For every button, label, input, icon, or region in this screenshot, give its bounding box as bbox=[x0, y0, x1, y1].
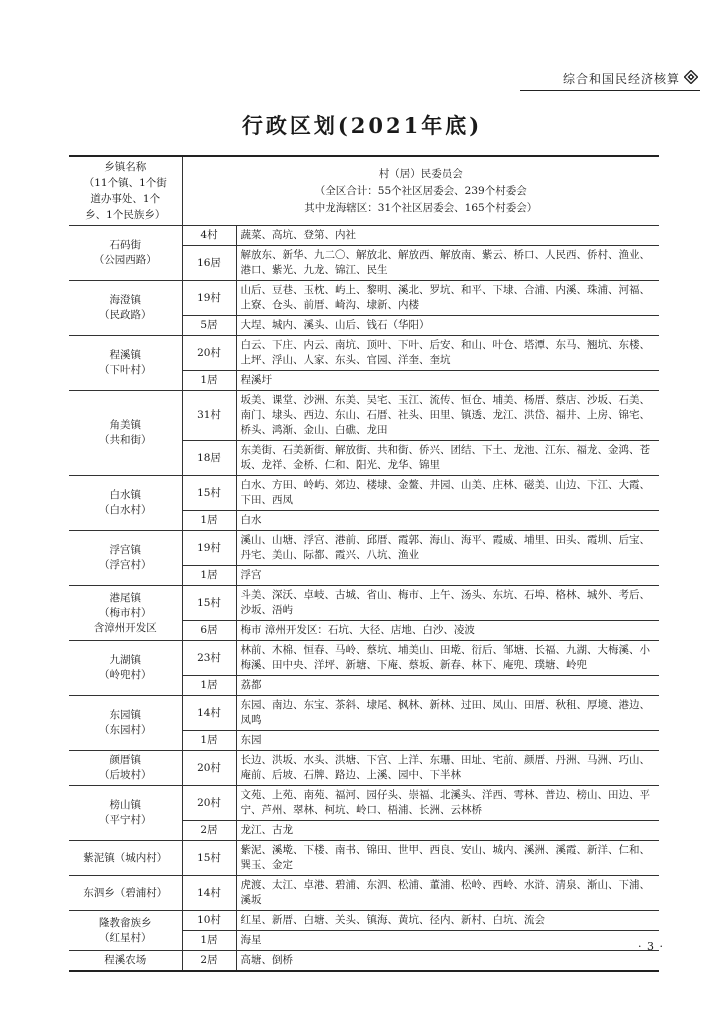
town-cell bbox=[69, 751, 182, 786]
header-town-line: （11个镇、1个街 bbox=[83, 177, 167, 189]
town-cell bbox=[69, 226, 182, 281]
town-cell bbox=[69, 911, 182, 951]
table-row bbox=[69, 391, 659, 441]
committee-count: 1居 bbox=[182, 566, 236, 586]
committee-list: 林前、木棉、恒春、马岭、蔡坑、埔美山、田墘、衍后、邹塘、长福、九湖、大梅溪、小梅溪、田中央、洋坪、新塘、下庵、蔡坂、新春、林下、庵兜、璞塘、岭兜 bbox=[236, 641, 659, 676]
committee-list: 山后、豆巷、玉枕、屿上、黎明、溪北、罗坑、和平、下埭、合浦、内溪、珠浦、河福、上寮、仓头、前厝、崎沟、埭新、内楼 bbox=[236, 281, 659, 316]
committee-count: 2居 bbox=[182, 951, 236, 972]
town-name: 海澄镇 bbox=[109, 294, 141, 306]
committee-list: 白水 bbox=[236, 511, 659, 531]
committee-list: 荔都 bbox=[236, 676, 659, 696]
committee-count: 1居 bbox=[182, 676, 236, 696]
committee-count: 1居 bbox=[182, 511, 236, 531]
table-row bbox=[69, 641, 659, 676]
committee-list: 龙江、古龙 bbox=[236, 821, 659, 841]
header-town-line: 道办事处、1个 bbox=[90, 193, 161, 205]
committee-list: 白云、下庄、内云、南坑、顶叶、下叶、后安、和山、叶仓、塔潭、东马、翘坑、东楼、上坪、浮山、人家、东头、官园、洋奎、奎坑 bbox=[236, 336, 659, 371]
committee-list: 程溪圩 bbox=[236, 371, 659, 391]
town-cell bbox=[69, 951, 182, 972]
committee-list: 溪山、山塘、浮宫、港前、邱厝、霞郭、海山、海平、霞威、埔里、田头、霞圳、后宝、丹宅、美山、际都、霞兴、八坑、渔业 bbox=[236, 531, 659, 566]
town-seat: （红星村） bbox=[99, 931, 152, 944]
committee-list: 东园、南边、东宝、茶斜、埭尾、枫林、新林、过田、凤山、田厝、秋租、厚境、港边、凤鸣 bbox=[236, 696, 659, 731]
committee-list: 浮宫 bbox=[236, 566, 659, 586]
committee-list: 梅市 漳州开发区：石坑、大径、店地、白沙、凌波 bbox=[236, 621, 659, 641]
committee-list: 解放东、新华、九二〇、解放北、解放西、解放南、紫云、桥口、人民西、侨村、渔业、港口、紫光、九龙、锦江、民生 bbox=[236, 246, 659, 281]
table-row bbox=[69, 531, 659, 566]
table-row bbox=[69, 786, 659, 821]
town-name: 角美镇 bbox=[109, 419, 141, 431]
committee-count: 14村 bbox=[182, 696, 236, 731]
town-cell bbox=[69, 876, 182, 911]
header-town-cell bbox=[69, 156, 182, 226]
committee-count: 1居 bbox=[182, 371, 236, 391]
committee-list: 高塘、倒桥 bbox=[236, 951, 659, 972]
table-row bbox=[69, 911, 659, 931]
header-committee-line: 其中龙海辖区：31个社区居委会、165个村委会） bbox=[304, 201, 538, 214]
town-name: 东园镇 bbox=[109, 709, 141, 721]
header-town-line: 乡、1个民族乡） bbox=[85, 209, 166, 221]
committee-count: 19村 bbox=[182, 531, 236, 566]
town-seat: （平宁村） bbox=[99, 814, 152, 826]
town-name: 榜山镇 bbox=[109, 799, 141, 811]
town-name: 东泗乡（碧浦村） bbox=[83, 886, 168, 899]
committee-count: 15村 bbox=[182, 586, 236, 621]
committee-count: 4村 bbox=[182, 226, 236, 246]
table-row bbox=[69, 841, 659, 876]
committee-count: 6居 bbox=[182, 621, 236, 641]
committee-count: 15村 bbox=[182, 841, 236, 876]
committee-list: 斗美、深沃、卓岐、古城、省山、梅市、上午、汤头、东坑、石埠、格林、城外、考后、沙坂、浯屿 bbox=[236, 586, 659, 621]
town-cell bbox=[69, 586, 182, 641]
committee-count: 31村 bbox=[182, 391, 236, 441]
town-seat: （东园村） bbox=[99, 724, 152, 736]
table-row bbox=[69, 751, 659, 786]
committee-count: 20村 bbox=[182, 336, 236, 371]
table-row bbox=[69, 336, 659, 371]
diamond-ornament-icon bbox=[684, 70, 698, 84]
committee-count: 15村 bbox=[182, 476, 236, 511]
town-name: 浮宫镇 bbox=[109, 544, 141, 556]
committee-count: 20村 bbox=[182, 786, 236, 821]
town-name: 程溪镇 bbox=[109, 349, 141, 361]
table-row bbox=[69, 476, 659, 511]
committee-count: 20村 bbox=[182, 751, 236, 786]
committee-list: 海星 bbox=[236, 931, 659, 951]
header-committee-cell bbox=[182, 156, 659, 226]
town-seat: （岭兜村） bbox=[99, 669, 152, 681]
table-header-row bbox=[69, 156, 659, 226]
town-cell bbox=[69, 531, 182, 586]
committee-count: 14村 bbox=[182, 876, 236, 911]
town-note: 含漳州开发区 bbox=[93, 621, 157, 634]
committee-list: 大埕、城内、溪头、山后、钱石（华阳） bbox=[236, 316, 659, 336]
committee-count: 18居 bbox=[182, 441, 236, 476]
committee-count: 5居 bbox=[182, 316, 236, 336]
town-name: 白水镇 bbox=[109, 489, 141, 501]
town-seat: （公园西路） bbox=[93, 254, 157, 266]
table-row bbox=[69, 696, 659, 731]
town-cell bbox=[69, 786, 182, 841]
town-name: 港尾镇 bbox=[109, 591, 141, 604]
table-row bbox=[69, 876, 659, 911]
committee-list: 蔬菜、高坑、登第、内社 bbox=[236, 226, 659, 246]
committee-list: 文苑、上苑、南苑、福河、园仔头、崇福、北溪头、洋西、雩林、普边、榜山、田边、平宁、芦州、翠林、柯坑、岭口、梧浦、长洲、云林桥 bbox=[236, 786, 659, 821]
administrative-division-table bbox=[69, 155, 659, 972]
committee-list: 白水、方田、岭屿、郊边、楼埭、金鳌、井园、山美、庄林、磁美、山边、下江、大霞、下田、西凤 bbox=[236, 476, 659, 511]
committee-count: 1居 bbox=[182, 731, 236, 751]
town-seat: （民政路） bbox=[99, 309, 152, 321]
committee-list: 长边、洪坂、水头、洪塘、下宫、上洋、东珊、田址、宅前、颜厝、丹洲、马洲、巧山、庵前、后坡、石牌、路边、上溪、园中、下半林 bbox=[236, 751, 659, 786]
committee-count: 1居 bbox=[182, 931, 236, 951]
page-number: · 3 · bbox=[638, 940, 664, 953]
town-name: 九湖镇 bbox=[109, 654, 141, 666]
header-rule bbox=[520, 90, 700, 91]
town-name: 紫泥镇（城内村） bbox=[83, 851, 168, 864]
town-seat: （浮宫村） bbox=[99, 559, 152, 571]
table-row bbox=[69, 281, 659, 316]
table-row bbox=[69, 951, 659, 972]
committee-list: 东园 bbox=[236, 731, 659, 751]
committee-count: 16居 bbox=[182, 246, 236, 281]
town-name: 程溪农场 bbox=[104, 954, 147, 966]
page-title: 行政区划(2021年底) bbox=[241, 113, 483, 138]
committee-list: 红星、新厝、白塘、关头、镇海、黄坑、径内、新村、白坑、流会 bbox=[236, 911, 659, 931]
town-seat: （下叶村） bbox=[99, 364, 152, 376]
town-name: 石码街 bbox=[109, 239, 141, 251]
town-cell bbox=[69, 281, 182, 336]
town-name: 颜厝镇 bbox=[109, 754, 141, 766]
town-name: 隆教畲族乡 bbox=[99, 916, 152, 929]
committee-count: 10村 bbox=[182, 911, 236, 931]
town-cell bbox=[69, 641, 182, 696]
table-body bbox=[69, 156, 659, 971]
town-seat: （后坡村） bbox=[99, 769, 152, 781]
table-row bbox=[69, 226, 659, 246]
town-cell bbox=[69, 336, 182, 391]
committee-list: 坂美、课堂、沙洲、东美、吴宅、玉江、流传、恒仓、埔美、杨厝、蔡店、沙坂、石美、南门、埭头、西边、东山、石厝、社头、田里、镇透、龙江、洪岱、福井、上房、锦宅、桥头、鸿渐、金山、白礁、龙田 bbox=[236, 391, 659, 441]
town-cell bbox=[69, 476, 182, 531]
committee-count: 19村 bbox=[182, 281, 236, 316]
committee-list: 虎渡、太江、卓港、碧浦、东泗、松浦、董浦、松岭、西岭、水浒、清泉、渐山、下浦、溪坂 bbox=[236, 876, 659, 911]
header-town-line: 乡镇名称 bbox=[104, 161, 147, 173]
town-cell bbox=[69, 391, 182, 476]
running-header: 综合和国民经济核算 bbox=[562, 72, 680, 86]
committee-count: 2居 bbox=[182, 821, 236, 841]
town-seat: （梅市村） bbox=[99, 606, 152, 619]
town-seat: （白水村） bbox=[99, 504, 152, 516]
town-seat: （共和街） bbox=[99, 434, 152, 446]
town-cell bbox=[69, 696, 182, 751]
committee-list: 东美街、石美新街、解放街、共和街、侨兴、团结、下土、龙池、江东、福龙、金鸿、苍坂、龙祥、金桥、仁和、阳光、龙华、锦里 bbox=[236, 441, 659, 476]
committee-count: 23村 bbox=[182, 641, 236, 676]
town-cell bbox=[69, 841, 182, 876]
committee-list: 紫泥、溪墘、下楼、南书、锦田、世甲、西良、安山、城内、溪洲、溪霞、新洋、仁和、巽玉、金定 bbox=[236, 841, 659, 876]
header-committee-line: （全区合计：55个社区居委会、239个村委会 bbox=[314, 184, 527, 197]
table-row bbox=[69, 586, 659, 621]
header-committee-line: 村（居）民委员会 bbox=[378, 167, 463, 180]
